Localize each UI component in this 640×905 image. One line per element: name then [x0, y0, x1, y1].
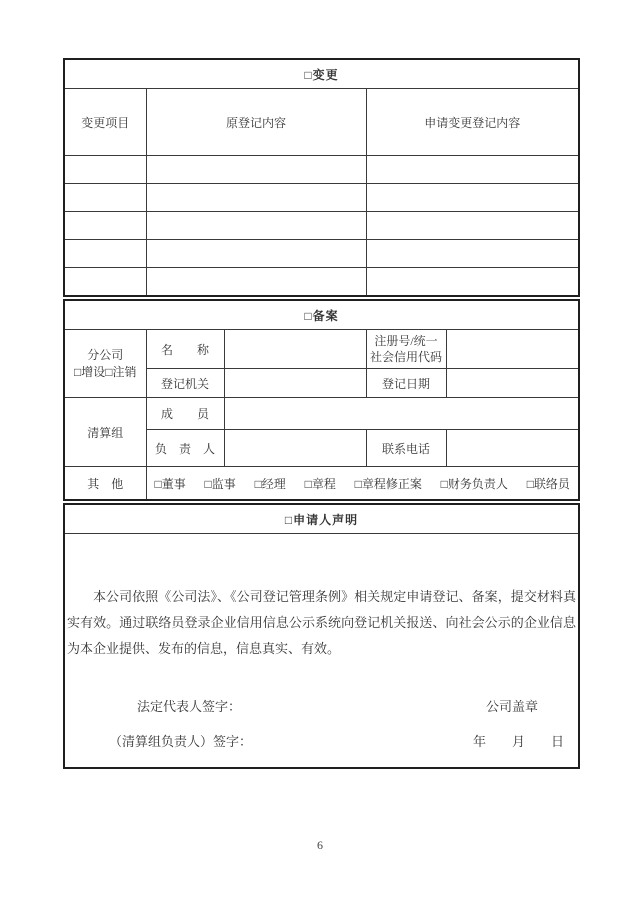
change-applied-cell: [366, 184, 579, 212]
branch-name-value-cell: [224, 330, 366, 369]
declaration-banner-row: [64, 504, 579, 534]
change-applied-cell: [366, 268, 579, 297]
page-number: 6: [317, 838, 323, 852]
legal-rep-signature-label: 法定代表人签字：: [137, 698, 242, 714]
signature-row-legal-rep: [65, 698, 578, 715]
change-original-cell: [146, 240, 366, 268]
filing-banner-row: [64, 300, 579, 330]
change-item-cell: [64, 268, 146, 297]
checkbox-option-director: □董事: [154, 476, 186, 491]
change-blank-row: [64, 240, 579, 268]
company-seal-label: 公司盖章: [485, 698, 538, 714]
change-applied-cell: [366, 212, 579, 240]
change-original-cell: [146, 268, 366, 297]
branch-authority-label: 登记机关: [146, 369, 224, 398]
branch-date-label: 登记日期: [366, 369, 446, 398]
branch-regno-value-cell: [446, 330, 579, 369]
change-header-row: [64, 89, 579, 156]
branch-checkboxes: □增设□注销: [74, 364, 137, 379]
change-blank-row: [64, 212, 579, 240]
liquidation-leader-value-cell: [224, 430, 366, 467]
change-original-cell: [146, 212, 366, 240]
signature-row-liquidation-leader: [65, 733, 578, 750]
liquidation-member-row: [64, 398, 579, 430]
change-col-original: 原登记内容: [146, 89, 366, 156]
checkbox-option-articles-amendment: □章程修正案: [354, 476, 422, 491]
other-label: 其 他: [64, 467, 146, 501]
change-banner-row: [64, 59, 579, 89]
declaration-section-table: [63, 503, 580, 769]
branch-authority-value-cell: [224, 369, 366, 398]
change-col-applied: 申请变更登记内容: [366, 89, 579, 156]
change-applied-cell: [366, 156, 579, 184]
change-item-cell: [64, 240, 146, 268]
checkbox-option-articles: □章程: [304, 476, 336, 491]
change-blank-row: [64, 184, 579, 212]
other-row: [64, 467, 579, 501]
declaration-text: 本公司依照《公司法》、《公司登记管理条例》相关规定申请登记、备案，提交材料真实有效。通过联络员登录企业信用信息公示系统向登记机关报送、向社会公示的企业信息为本企业提供、发布的信息，信息真实、有效。: [67, 588, 576, 656]
checkbox-option-liaison: □联络员: [526, 476, 570, 491]
other-options: [147, 475, 579, 492]
change-blank-row: [64, 156, 579, 184]
change-item-cell: [64, 212, 146, 240]
branch-name-label: 名 称: [146, 330, 224, 369]
change-original-cell: [146, 184, 366, 212]
checkbox-option-finance-officer: □财务负责人: [440, 476, 508, 491]
branch-label-cell: [64, 330, 146, 398]
filing-section-title: □备案: [64, 300, 579, 330]
change-item-cell: [64, 184, 146, 212]
branch-name-row: [64, 330, 579, 369]
change-col-item: 变更项目: [64, 89, 146, 156]
declaration-section-title: □申请人声明: [64, 504, 579, 534]
other-options-cell: [146, 467, 579, 501]
declaration-body-cell: [64, 534, 579, 769]
liquidation-leader-signature-label: （清算组负责人）签字：: [109, 733, 253, 749]
registration-form: [63, 58, 578, 769]
branch-label: 分公司: [87, 348, 124, 363]
branch-date-value-cell: [446, 369, 579, 398]
checkbox-option-supervisor: □监事: [204, 476, 236, 491]
filing-section-table: [63, 299, 580, 501]
declaration-body-row: [64, 534, 579, 769]
change-item-cell: [64, 156, 146, 184]
change-applied-cell: [366, 240, 579, 268]
liquidation-member-label: 成 员: [146, 398, 224, 430]
liquidation-member-value-cell: [224, 398, 579, 430]
change-original-cell: [146, 156, 366, 184]
liquidation-leader-label: 负 责 人: [146, 430, 224, 467]
liquidation-phone-value-cell: [446, 430, 579, 467]
branch-regno-label: 注册号/统一 社会信用代码: [366, 330, 446, 369]
checkbox-option-manager: □经理: [254, 476, 286, 491]
liquidation-phone-label: 联系电话: [366, 430, 446, 467]
change-section-table: [63, 58, 580, 297]
change-blank-row: [64, 268, 579, 297]
change-section-title: □变更: [64, 59, 579, 89]
liquidation-label-cell: 清算组: [64, 398, 146, 467]
date-blank-label: 年 月 日: [472, 733, 564, 749]
